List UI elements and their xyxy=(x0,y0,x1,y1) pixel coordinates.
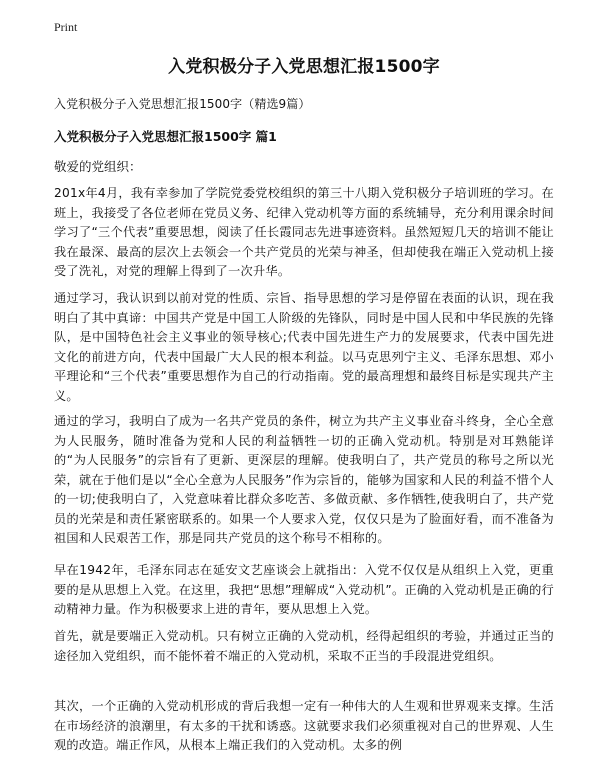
paragraph: 通过的学习，我明白了成为一名共产党员的条件，树立为共产主义事业奋斗终身，全心全意为人民服务，随时准备为党和人民的利益牺牲一切的正确入党动机。特别是对耳熟能详的“为人民服务”的宗旨有了更新、更深层的理解。使我明白了，共产党员的称号之所以光荣，就在于他们是以“全心全意为人民服务”作为宗旨的，能够为国家和人民的利益不惜个人的一切;使我明白了，入党意味着比群众多吃苦、多做贡献、多作牺牲,使我明白了，共产党员的光荣是和责任紧密联系的。如果一个人要求入党，仅仅只是为了脸面好看，而不准备为祖国和人民艰苦工作，那是同共产党员的这个称号不相称的。 xyxy=(54,414,554,545)
document-title: 入党积极分子入党思想汇报1500字 xyxy=(168,57,440,77)
paragraph: 早在1942年，毛泽东同志在延安文艺座谈会上就指出：入党不仅仅是从组织上入党，更重要的是从思想上入党。在这里，我把“思想”理解成“入党动机”。正确的入党动机是正确的行动精神力量。作为积极要求上进的青年，要从思想上入党。 xyxy=(54,563,554,616)
paragraph: 201x年4月，我有幸参加了学院党委党校组织的第三十八期入党积极分子培训班的学习。在班上，我接受了各位老师在党员义务、纪律入党动机等方面的系统辅导，充分利用课余时间学习了“三个代表”重要思想，阅读了任长霞同志先进事迹资料。虽然短短几天的培训不能让我在最深、最高的层次上去领会一个共产党员的光荣与神圣，但却使我在端正入党动机上接受了洗礼，对党的理解上得到了一次升华。 xyxy=(54,186,554,278)
paragraph: 首先，就是要端正入党动机。只有树立正确的入党动机，经得起组织的考验，并通过正当的途径加入党组织，而不能怀着不端正的入党动机，采取不正当的手段混进党组织。 xyxy=(54,629,554,663)
paragraph: 其次，一个正确的入党动机形成的背后我想一定有一种伟大的人生观和世界观来支撑。生活在市场经济的浪潮里，有太多的干扰和诱惑。这就要求我们必须重视对自己的世界观、人生观的改造。端正作风，从根本上端正我们的入党动机。太多的例 xyxy=(54,699,554,752)
paragraph: 通过学习，我认识到以前对党的性质、宗旨、指导思想的学习是停留在表面的认识，现在我明白了其中真谛：中国共产党是中国工人阶级的先锋队，同时是中国人民和中华民族的先锋队，是中国特色社会主义事业的领导核心;代表中国先进生产力的发展要求，代表中国先进文化的前进方向，代表中国最广大人民的根本利益。以马克思列宁主义、毛泽东思想、邓小平理论和“三个代表”重要思想作为自己的行动指南。党的最高理想和最终目标是实现共产主义。 xyxy=(54,291,554,403)
greeting: 敬爱的党组织： xyxy=(54,159,142,174)
print-link[interactable]: Print xyxy=(54,20,78,34)
document-subtitle: 入党积极分子入党思想汇报1500字（精选9篇） xyxy=(54,97,311,111)
section-heading: 入党积极分子入党思想汇报1500字 篇1 xyxy=(54,129,277,144)
